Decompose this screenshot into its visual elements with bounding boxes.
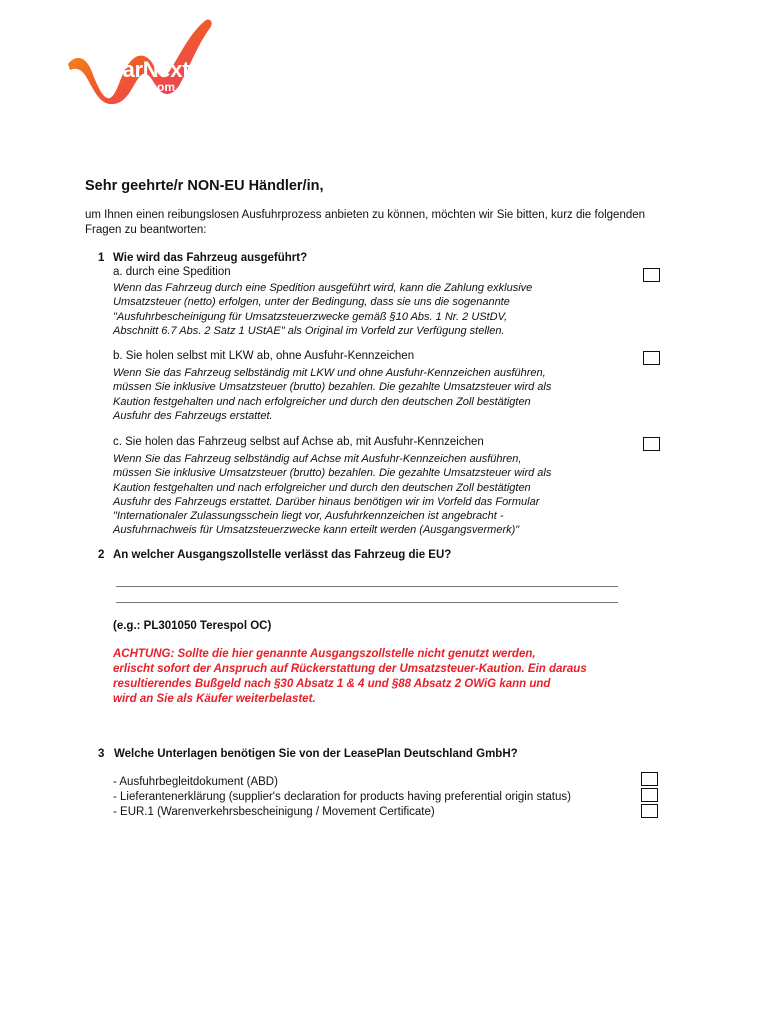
note-line: Kaution festgehalten und nach erfolgreicher und durch den deutschen Zoll bestätigten: [113, 481, 531, 494]
q3-lieferantenerklaerung-checkbox[interactable]: [641, 788, 658, 802]
q1-option-a-label: a. durch eine Spedition: [113, 266, 231, 278]
note-line: Ausfuhrnachweis für Umsatzsteuerzwecke kann erteilt werden (Ausgangsvermerk)": [113, 524, 520, 537]
q1-option-a-note: [113, 281, 633, 338]
note-line: Umsatzsteuer (netto) erfolgen, unter der Bedingung, dass sie uns die sogenannte: [113, 296, 510, 309]
q1-option-b-label: b. Sie holen selbst mit LKW ab, ohne Ausfuhr-Kennzeichen: [113, 350, 415, 362]
note-line: Wenn Sie das Fahrzeug selbständig auf Achse mit Ausfuhr-Kennzeichen ausführen,: [113, 453, 522, 465]
note-line: müssen Sie inklusive Umsatzsteuer (brutto) bezahlen. Die gezahlte Umsatzsteuer wird als: [113, 467, 552, 480]
q1-option-b-checkbox[interactable]: [643, 351, 660, 365]
question-2-number: 2: [98, 549, 105, 561]
q3-item-lieferantenerklaerung: - Lieferantenerklärung (supplier's declaration for products having preferential origin status): [113, 791, 571, 803]
question-1-title: Wie wird das Fahrzeug ausgeführt?: [113, 252, 308, 264]
note-line: Wenn Sie das Fahrzeug selbständig mit LKW und ohne Ausfuhr-Kennzeichen ausführen,: [113, 367, 546, 379]
logo-text: CarNext: [107, 57, 190, 82]
note-line: Abschnitt 6.7 Abs. 2 Satz 1 UStAE" als Original im Vorfeld zur Verfügung stellen.: [113, 324, 505, 337]
example-text: (e.g.: PL301050 Terespol OC): [113, 620, 272, 632]
answer-line-1[interactable]: [116, 586, 618, 587]
note-line: Ausfuhr des Fahrzeugs erstattet. Darüber hinaus benötigen wir im Vorfeld das Formular: [113, 495, 540, 508]
q3-abd-checkbox[interactable]: [641, 772, 658, 786]
warning-line: wird an Sie als Käufer weiterbelastet.: [113, 693, 316, 705]
q1-option-a-checkbox[interactable]: [643, 268, 660, 282]
note-line: "Ausfuhrbescheinigung für Umsatzsteuerzwecke gemäß §10 Abs. 1 Nr. 2 UStDV,: [113, 310, 508, 323]
intro-text: um Ihnen einen reibungslosen Ausfuhrprozess anbieten zu können, möchten wir Sie bitten, kurz die folgenden Fragen zu beantworten:: [85, 209, 646, 236]
q1-option-c-note: [113, 452, 633, 538]
q1-option-c-checkbox[interactable]: [643, 437, 660, 451]
warning-line: resultierendes Bußgeld nach §30 Absatz 1 & 4 und §88 Absatz 2 OWiG kann und: [113, 678, 551, 690]
warning-line: ACHTUNG: Sollte die hier genannte Ausgangszollstelle nicht genutzt werden,: [113, 648, 536, 660]
note-line: müssen Sie inklusive Umsatzsteuer (brutto) bezahlen. Die gezahlte Umsatzsteuer wird als: [113, 381, 552, 394]
q1-option-b-note: [113, 366, 633, 423]
q1-option-c-label: c. Sie holen das Fahrzeug selbst auf Achse ab, mit Ausfuhr-Kennzeichen: [113, 436, 484, 448]
question-3-title: Welche Unterlagen benötigen Sie von der LeasePlan Deutschland GmbH?: [114, 748, 518, 760]
note-line: "Internationaler Zulassungsschein liegt vor, Ausfuhrkennzeichen ist angebracht -: [113, 510, 504, 523]
question-3-number: 3: [98, 748, 105, 760]
note-line: Kaution festgehalten und nach erfolgreicher und durch den deutschen Zoll bestätigten: [113, 395, 531, 408]
question-2-title: An welcher Ausgangszollstelle verlässt das Fahrzeug die EU?: [113, 549, 452, 561]
warning-line: erlischt sofort der Anspruch auf Rückerstattung der Umsatzsteuer-Kaution. Ein daraus: [113, 663, 587, 675]
note-line: Ausfuhr des Fahrzeugs erstattet.: [113, 409, 273, 422]
salutation: Sehr geehrte/r NON-EU Händler/in,: [85, 178, 324, 194]
answer-line-2[interactable]: [116, 602, 618, 603]
note-line: Wenn das Fahrzeug durch eine Spedition ausgeführt wird, kann die Zahlung exklusive: [113, 282, 533, 294]
warning-text: [113, 647, 673, 707]
logo-subtext: .com: [147, 80, 176, 94]
q3-item-abd: - Ausfuhrbegleitdokument (ABD): [113, 776, 278, 788]
question-1-number: 1: [98, 252, 105, 264]
q3-eur1-checkbox[interactable]: [641, 804, 658, 818]
q3-item-eur1: - EUR.1 (Warenverkehrsbescheinigung / Movement Certificate): [113, 806, 435, 818]
